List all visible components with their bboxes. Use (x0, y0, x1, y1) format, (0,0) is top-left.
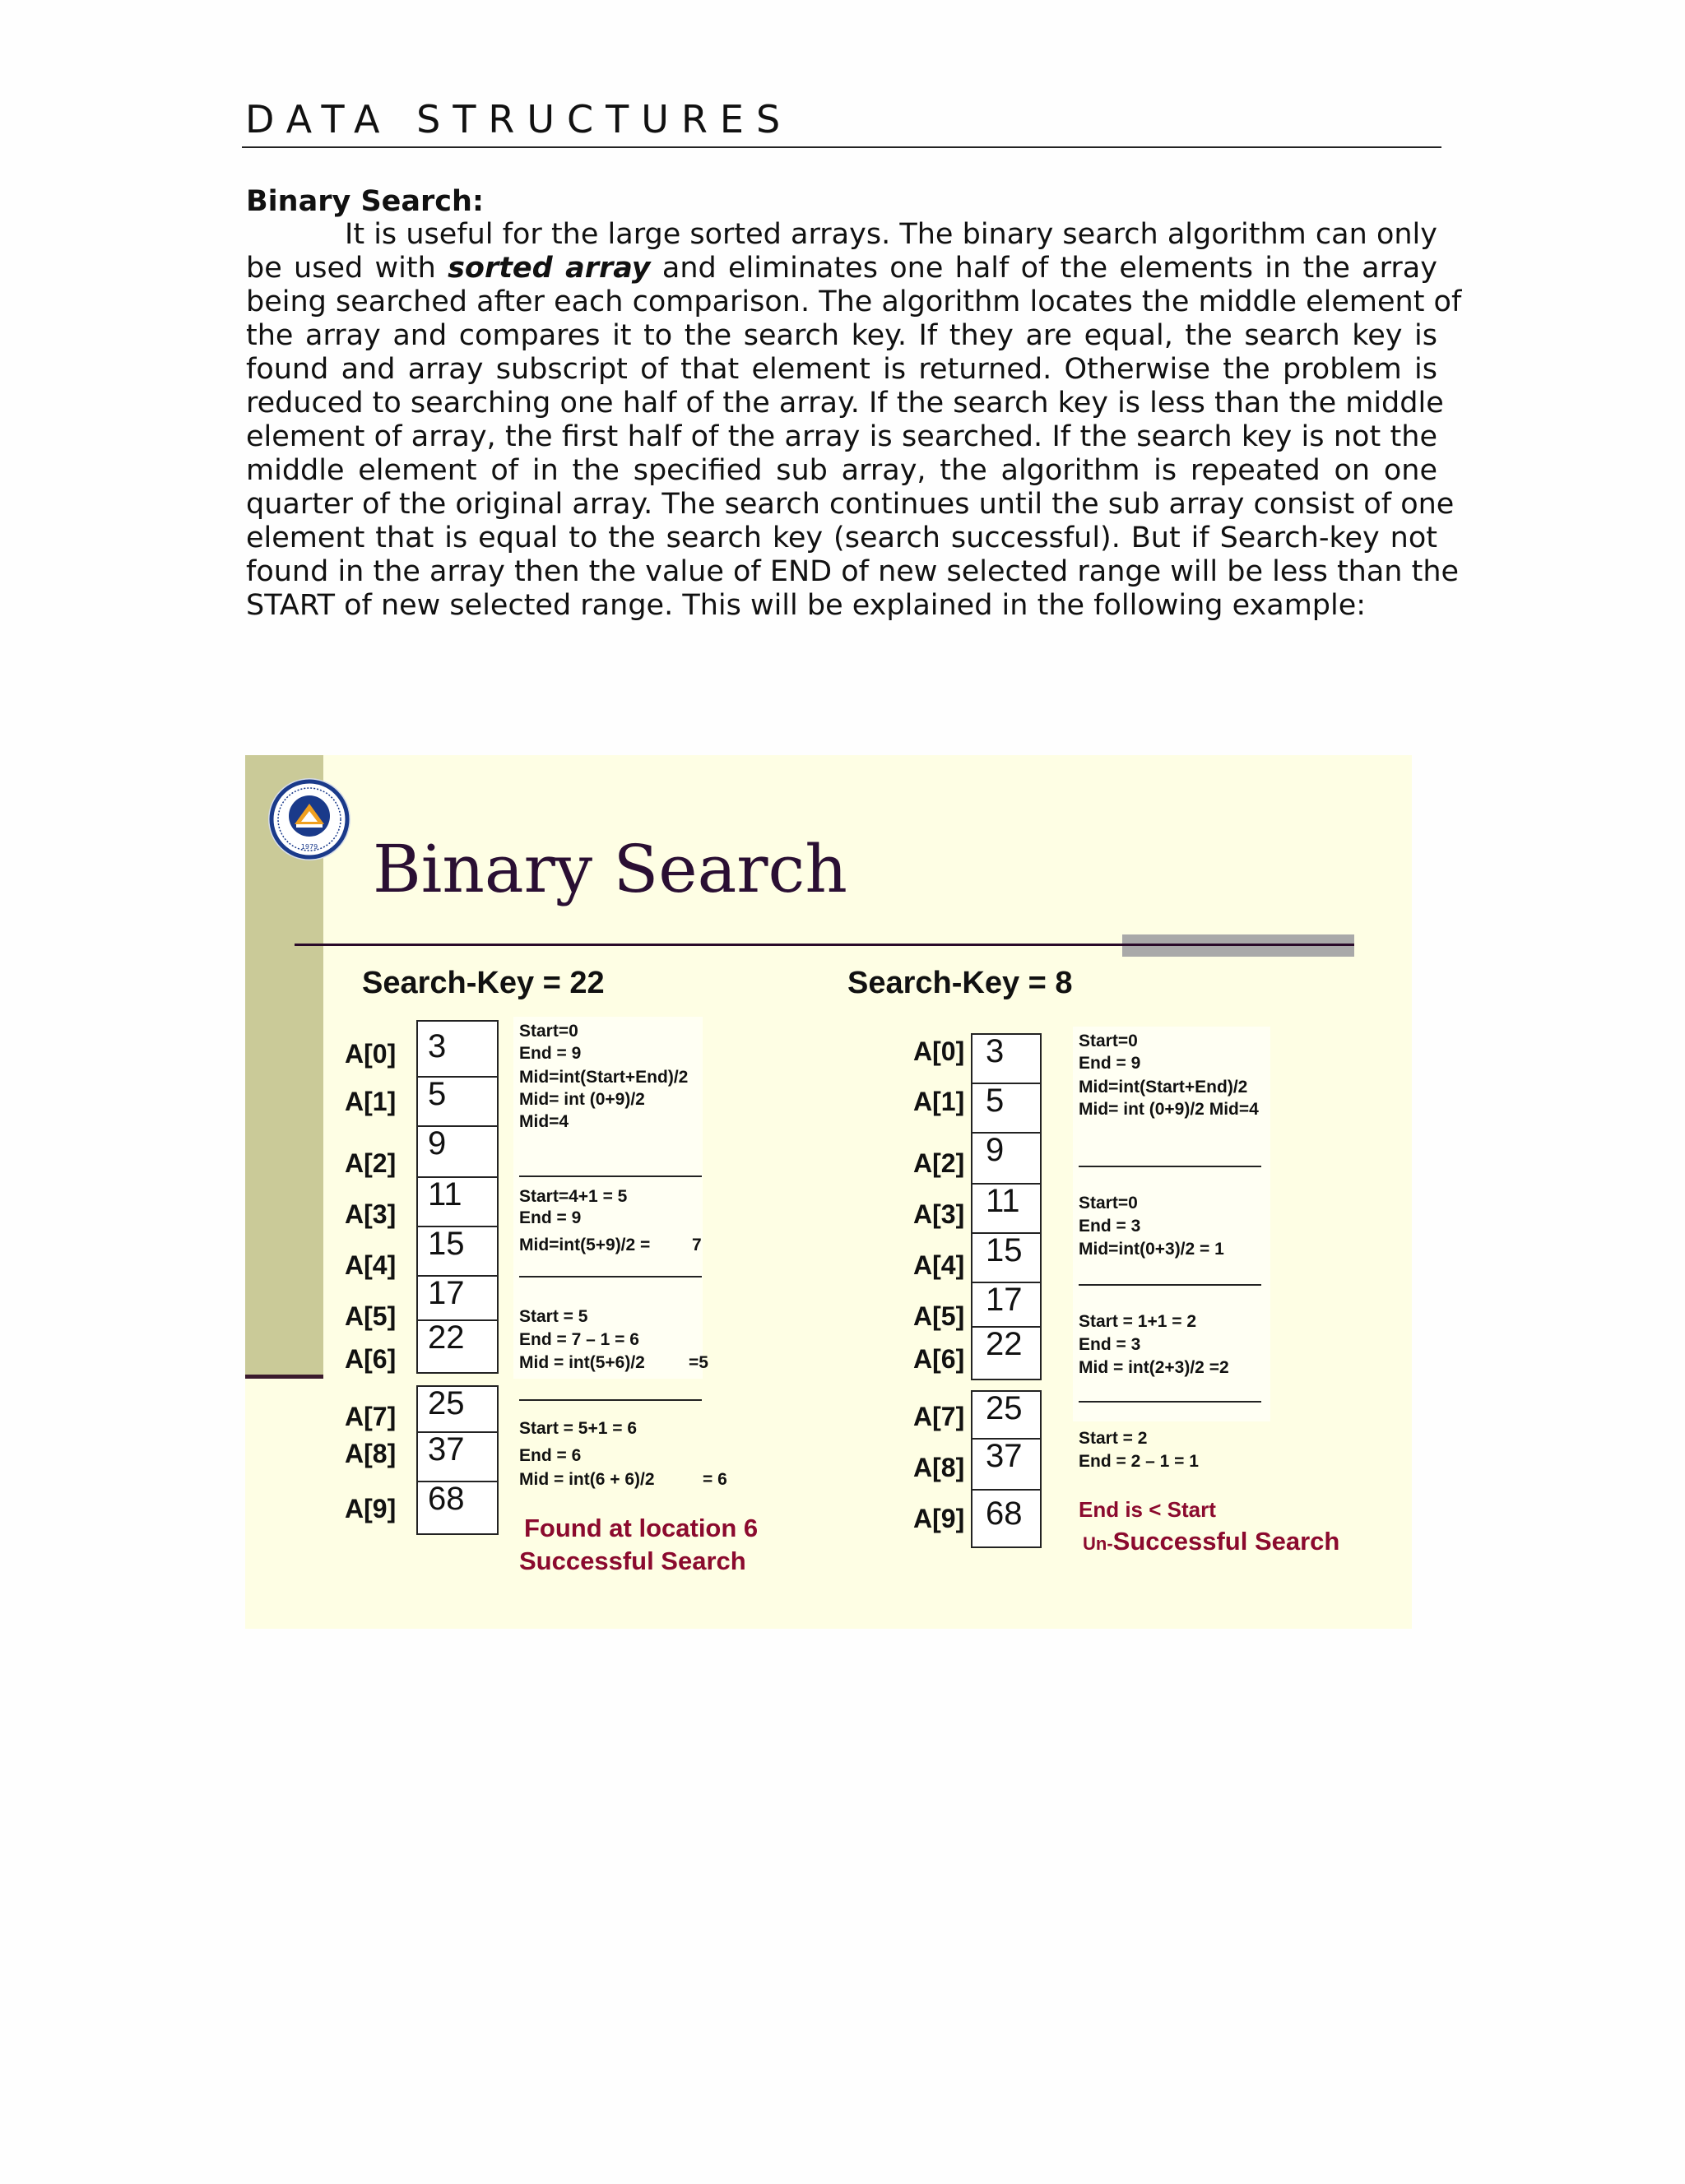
array-cell (971, 1438, 1042, 1491)
index-label: A[4] (345, 1250, 397, 1280)
cell-value: 17 (428, 1275, 465, 1311)
cell-value: 17 (986, 1282, 1023, 1318)
cell-value: 9 (986, 1132, 1005, 1168)
step-line: End = 2 – 1 = 1 (1079, 1452, 1199, 1471)
index-label: A[6] (913, 1344, 965, 1374)
cell-value: 68 (428, 1481, 465, 1517)
step-line: End = 3 (1079, 1217, 1141, 1236)
cell-value: 3 (428, 1028, 447, 1064)
step-line: Mid= int (0+9)/2 (519, 1090, 645, 1109)
step-divider (1079, 1401, 1261, 1403)
step-line: End = 9 (519, 1208, 582, 1227)
step-line: Start=0 (519, 1022, 578, 1041)
cell-value: 22 (428, 1319, 465, 1356)
right-result-status (1083, 1527, 1339, 1556)
step-divider (519, 1175, 702, 1177)
array-cell (416, 1020, 499, 1078)
array-cell (971, 1183, 1042, 1234)
array-cell (416, 1076, 499, 1127)
step-divider (519, 1399, 702, 1401)
array-cell (971, 1232, 1042, 1283)
index-label: A[1] (345, 1087, 397, 1116)
index-label: A[9] (345, 1494, 397, 1523)
cell-value: 22 (986, 1326, 1023, 1362)
step-line: Mid = int(5+6)/2 (519, 1353, 645, 1372)
step-line: =5 (689, 1353, 708, 1372)
array-cell (971, 1132, 1042, 1185)
right-result-text: Successful Search (1112, 1527, 1340, 1556)
paragraph-line: found in the array then the value of END of new selected range will be less than the (246, 555, 1460, 588)
array-cell (416, 1125, 499, 1178)
step-line: End = 3 (1079, 1335, 1141, 1354)
right-search-key-title: Search-Key = 8 (847, 966, 1073, 1000)
index-label: A[5] (913, 1301, 965, 1331)
slide-title: Binary Search (373, 831, 847, 907)
header-rule (242, 146, 1441, 148)
step-line: End = 7 – 1 = 6 (519, 1330, 639, 1349)
step-line: Mid=4 (519, 1112, 569, 1131)
step-line: Start = 1+1 = 2 (1079, 1312, 1197, 1331)
cell-value: 3 (986, 1033, 1005, 1069)
right-result-prefix: Un- (1083, 1533, 1113, 1554)
paragraph-line (246, 252, 1437, 285)
index-label: A[3] (913, 1199, 965, 1229)
index-label: A[5] (345, 1301, 397, 1331)
university-logo-icon (267, 777, 352, 862)
left-result-status: Successful Search (519, 1546, 746, 1575)
step-line: = 6 (703, 1470, 727, 1489)
cell-value: 9 (428, 1125, 447, 1162)
array-cell (971, 1489, 1042, 1548)
step-line: Start = 2 (1079, 1429, 1148, 1448)
cell-value: 11 (428, 1176, 462, 1213)
step-line: Start=0 (1079, 1032, 1138, 1050)
cell-value: 25 (428, 1385, 465, 1421)
array-cell (416, 1176, 499, 1227)
logo-year: 1979 (300, 843, 318, 851)
array-cell (971, 1390, 1042, 1440)
step-line: Start=0 (1079, 1194, 1138, 1213)
cell-value: 15 (986, 1232, 1023, 1268)
paragraph-line: START of new selected range. This will be explained in the following example: (246, 589, 1367, 622)
array-cell (416, 1319, 499, 1374)
step-line: Mid=int(5+9)/2 = (519, 1236, 651, 1254)
step-line: End = 9 (519, 1044, 582, 1063)
index-label: A[8] (913, 1453, 965, 1482)
paragraph-text: be used with (246, 252, 436, 285)
paragraph-line: the array and compares it to the search key. If they are equal, the search key is (246, 319, 1437, 352)
step-line: Mid=int(0+3)/2 = 1 (1079, 1240, 1224, 1259)
slide-title-rule (295, 944, 1354, 946)
index-label: A[7] (913, 1402, 965, 1431)
cell-value: 11 (986, 1183, 1020, 1219)
step-line: 7 (692, 1236, 702, 1254)
cell-value: 37 (428, 1431, 465, 1468)
paragraph-text: and eliminates one half of the elements in the array (661, 252, 1437, 285)
array-cell (416, 1431, 499, 1482)
cell-value: 37 (986, 1438, 1023, 1474)
emphasis-sorted-array: sorted array (448, 252, 651, 285)
cell-value: 5 (428, 1076, 447, 1112)
step-line: Mid=int(Start+End)/2 (519, 1068, 689, 1087)
array-cell (971, 1326, 1042, 1380)
paragraph-line: element that is equal to the search key (search successful). But if Search-key not (246, 522, 1437, 554)
index-label: A[0] (345, 1039, 397, 1069)
step-divider (519, 1276, 702, 1277)
index-label: A[2] (345, 1148, 397, 1178)
cell-value: 68 (986, 1495, 1023, 1532)
step-line: Start = 5+1 = 6 (519, 1419, 638, 1438)
array-cell (416, 1275, 499, 1321)
index-label: A[7] (345, 1402, 397, 1431)
index-label: A[2] (913, 1148, 965, 1178)
index-label: A[4] (913, 1250, 965, 1280)
array-cell (416, 1481, 499, 1535)
step-line: End = 9 (1079, 1054, 1141, 1073)
index-label: A[3] (345, 1199, 397, 1229)
array-cell (416, 1385, 499, 1433)
cell-value: 25 (986, 1390, 1023, 1426)
section-heading: Binary Search: (246, 185, 484, 218)
step-line: Mid=int(Start+End)/2 (1079, 1078, 1248, 1097)
paragraph-line: element of array, the first half of the array is searched. If the search key is not the (246, 420, 1437, 453)
step-divider (1079, 1166, 1261, 1167)
paragraph-line: quarter of the original array. The search continues until the sub array consist of one (246, 488, 1455, 521)
right-result-condition: End is < Start (1079, 1497, 1216, 1522)
paragraph-line: It is useful for the large sorted arrays. The binary search algorithm can only (345, 218, 1437, 251)
paragraph-line: being searched after each comparison. The algorithm locates the middle element of (246, 285, 1462, 318)
paragraph-line: middle element of in the specified sub array, the algorithm is repeated on one (246, 454, 1437, 487)
step-line: End = 6 (519, 1446, 582, 1465)
step-line: Mid= int (0+9)/2 Mid=4 (1079, 1100, 1259, 1119)
index-label: A[0] (913, 1036, 965, 1066)
array-cell (971, 1282, 1042, 1328)
paragraph-line: reduced to searching one half of the array. If the search key is less than the middle (246, 387, 1444, 420)
array-cell (416, 1226, 499, 1277)
binary-search-slide (245, 755, 1412, 1629)
cell-value: 15 (428, 1226, 465, 1262)
cell-value: 5 (986, 1083, 1005, 1119)
left-result-location: Found at location 6 (524, 1514, 759, 1542)
paragraph-line: found and array subscript of that element is returned. Otherwise the problem is (246, 353, 1437, 386)
slide-sidebar-line (245, 1375, 323, 1379)
step-line: Start = 5 (519, 1307, 588, 1326)
array-cell (971, 1033, 1042, 1084)
step-line: Mid = int(6 + 6)/2 (519, 1470, 655, 1489)
index-label: A[8] (345, 1439, 397, 1468)
step-line: Mid = int(2+3)/2 =2 (1079, 1358, 1229, 1377)
index-label: A[9] (913, 1504, 965, 1533)
left-search-key-title: Search-Key = 22 (362, 966, 605, 1000)
step-line: Start=4+1 = 5 (519, 1187, 628, 1206)
document-header: DATA STRUCTURES (245, 97, 793, 141)
index-label: A[1] (913, 1087, 965, 1116)
step-divider (1079, 1284, 1261, 1286)
index-label: A[6] (345, 1344, 397, 1374)
array-cell (971, 1083, 1042, 1134)
